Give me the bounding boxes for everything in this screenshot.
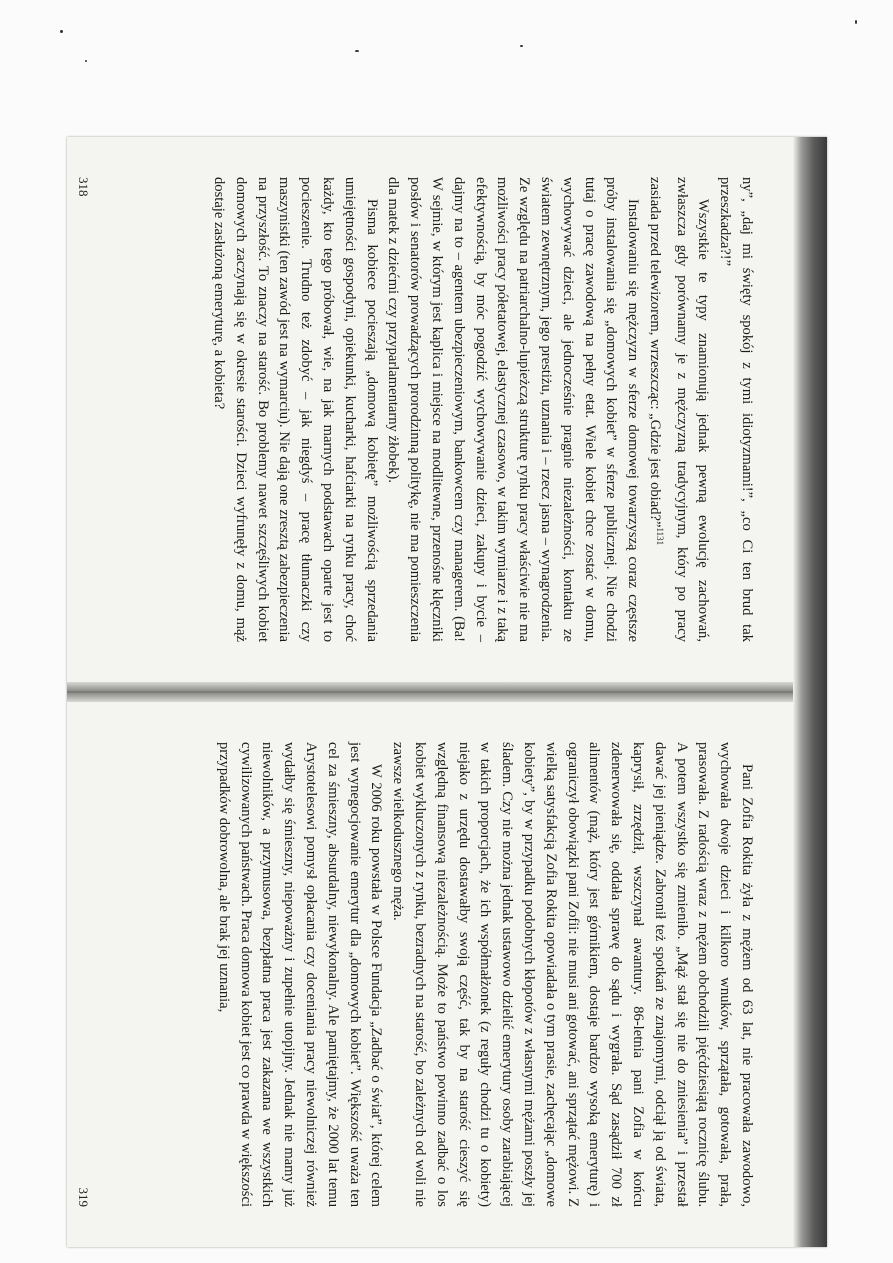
book-gutter [67, 682, 827, 702]
paragraph: Wszystkie te typy znamionują jednak pewną ewolucję zachowań, zwłaszcza gdy porównamy je z mężczyzną tradycyjnym, który po pracy zasiada przed telewizorem, wrzeszcząc: „Gdzie jest obiad?”$^{1131}$ [646, 177, 711, 642]
scan-speck [855, 20, 857, 24]
right-page [67, 702, 827, 1247]
book-spread [67, 137, 827, 1247]
paragraph: Instalowaniu się mężczyzn w sferze domowej towarzyszą coraz częstsze próby instalowania się „domowych kobiet” w sferze publicznej. Nie chodzi tutaj o pracę zawodową na pełny etat. Wiele kobiet chce zostać w domu, wychowywać dzieci, ale jednocześnie pragnie niezależności, kontaktu ze światem zewnętrznym, jego prestiżu, uznania i – rzecz jasna – wynagrodzenia. Ze względu na patriarchalno-lupieżczą strukturę rynku pracy właściwie nie ma możliwości pracy półetatowej, elastycznej czasowo, w takim wymiarze i z taką efektywnością, by móc pogodzić wychowywanie dzieci, zakupy i bycie – dajmy na to – agentem ubezpieczeniowym, bankowcem czy managerem. (Ba! W sejmie, w którym jest kaplica i miejsce na modlitewne, przenośne klęczniki posłów i senatorów prowadzących prorodzinną politykę, nie ma pomieszczenia dla matek z dziećmi czy przyparlamentarny żłobek). [384, 177, 641, 642]
paragraph: Pisma kobiece pocieszają „domową kobietę” możliwością sprzedania umiejętności gospodyni, opiekunki, kucharki, hafciarki na rynku pracy, choć każdy, kto tego próbował, wie, na jak marnych podstawach oparte jest to pocieszenie. Trudno też zdobyć – jak niegdyś – pracę tłumaczki czy maszynistki (ten zawód jest na wymarciu). Nie dają one zresztą zabezpieczenia na przyszłość. To znaczy na starość. Bo problemy nawet szczęśliwych kobiet domowych zaczynają się w okresie starości. Dzieci wyfrunęły z domu, mąż dostaje zasłużoną emeryturę, a kobieta? [210, 177, 380, 642]
scan-speck [60, 30, 63, 33]
left-page-text [207, 177, 757, 642]
page-number: 319 [75, 1187, 91, 1207]
left-page [67, 137, 827, 682]
right-page-text [212, 742, 757, 1207]
page-number: 318 [75, 177, 91, 197]
paragraph: ny”, „daj mi święty spokój z tymi idiotyzmami!”, „co Ci ten brud tak przeszkadza?!” [716, 177, 755, 642]
scan-speck [520, 45, 523, 47]
paragraph: W 2006 roku powstała w Polsce Fundacja „Zadbać o świat”, której celem jest wynegocjowanie emerytur dla „domowych kobiet”. Większość uważa ten cel za śmieszny, absurdalny, niewykonalny. Ale pamiętajmy, że 2000 lat temu Arystotelesowi pomysł opłacania czy doceniania pracy niewolniczej również wydałby się śmieszny, niepoważny i zupełnie utopijny. Jednak nie mamy już niewolników, a przymusowa, bezpłatna praca jest zakazana we wszystkich cywilizowanych państwach. Praca domowa kobiet jest co prawda w większości przypadków dobrowolna, ale brak jej uznania, [215, 742, 384, 1207]
scan-speck [85, 60, 87, 62]
paragraph: Pani Zofia Rokita żyła z mężem od 63 lat, nie pracowała zawodowo, wychowała dwoje dzieci i kilkoro wnuków, sprzątała, gotowała, prała, prasowała. Z radością wraz z mężem obchodzili pięćdziesiątą rocznicę ślubu. A potem wszystko się zmieniło. „Mąż stał się nie do zniesienia” i przestał dawać jej pieniądze. Zabronił też spotkań ze znajomymi, odciął ją od świata, kaprysił, zrzędził, wszczynał awantury. 86-letnia pani Zofia w końcu zdenerwowała się, oddała sprawę do sądu i wygrała. Sąd zasądził 700 zł alimentów (mąż, który jest górnikiem, dostaje bardzo wysoką emeryturę) i ograniczył obowiązki pani Zofii: nie musi ani gotować, ani sprzątać mężowi. Z wielką satysfakcją Zofia Rokita opowiadała o tym prasie, zachęcając „domowe kobiety”, by w przypadku podobnych kłopotów z własnymi mężami poszły jej śladem. Czy nie można jednak ustawowo dzielić emerytury osoby zarabiającej w takich proporcjach, że ich współmałżonek (z reguły chodzi tu o kobiety) niejako z urzędu dostawałby swoją część, tak by na starość cieszyć się względną finansową niezależnością. Może to państwo powinno zadbać o los kobiet wykluczonych z rynku, bezradnych na starość, bo zależnych od woli nie zawsze wielkodusznego męża. [389, 742, 755, 1207]
book-edge-shadow [793, 137, 827, 1247]
scan-speck [355, 50, 359, 52]
footnote-marker: 1131 [654, 527, 665, 546]
